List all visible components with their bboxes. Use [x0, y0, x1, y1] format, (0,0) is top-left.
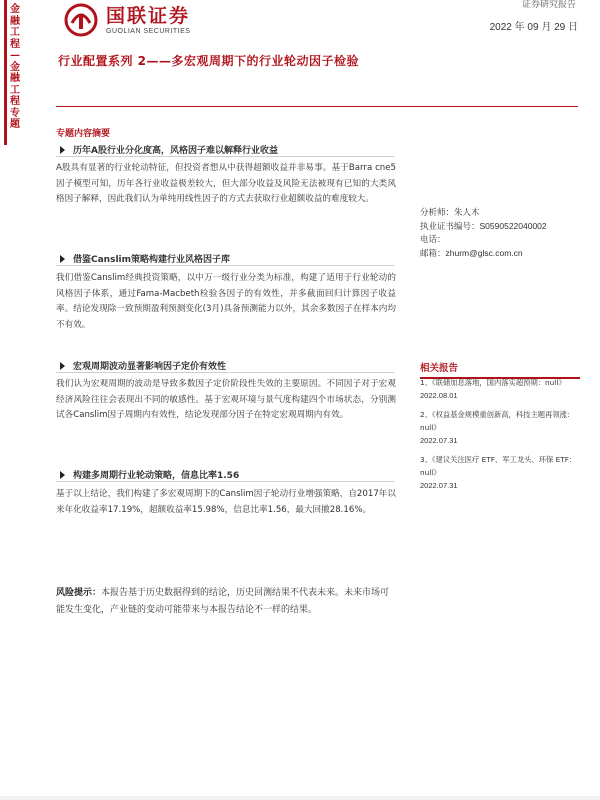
- logo-english-name: GUOLIAN SECURITIES: [106, 27, 191, 35]
- footer-bar: [0, 796, 600, 800]
- risk-warning: [56, 585, 396, 619]
- triangle-bullet-icon: [60, 471, 65, 479]
- related-report-date: 2022.08.01: [420, 391, 458, 400]
- analyst-name-label: 分析师：: [420, 208, 455, 218]
- section-heading-text: 构建多周期行业轮动策略，信息比率1.56: [73, 471, 240, 481]
- section-heading-text: 历年A股行业分化度高，风格因子难以解释行业收益: [73, 146, 278, 156]
- analyst-name: 朱人木: [454, 208, 480, 218]
- document-title: 行业配置系列 2——多宏观周期下的行业轮动因子检验: [58, 54, 360, 68]
- analyst-info: [420, 207, 547, 260]
- analyst-cert: S0590522040002: [479, 220, 547, 231]
- section-body-3: 我们认为宏观周期的波动是导致多数因子定价阶段性失效的主要原因。不同因子对于宏观经济风险往往会表现出不同的敏感性。基于宏观环境与景气度构建四个市场状态，分别测试各Canslim因子周期内有效性，结论发现部分因子在特定宏观周期内有效。: [56, 379, 396, 420]
- company-logo: [62, 2, 222, 38]
- title-divider: [56, 106, 578, 107]
- section-divider: [56, 372, 394, 373]
- triangle-bullet-icon: [60, 146, 65, 154]
- analyst-cert-label: 执业证书编号：: [420, 221, 480, 232]
- related-report-title[interactable]: 2、《权益基金规模重创新高，科技主题再领涨：null》: [420, 410, 575, 432]
- triangle-bullet-icon: [60, 255, 65, 263]
- analyst-email-row: [420, 247, 547, 261]
- related-report-title[interactable]: 3、《建议关注医疗 ETF、军工龙头、环保 ETF：null》: [420, 455, 577, 477]
- related-reports-list: [420, 376, 582, 498]
- analyst-email-label: 邮箱：: [420, 248, 446, 259]
- risk-label: 风险提示：: [56, 588, 102, 598]
- analyst-email[interactable]: zhurm@glsc.com.cn: [445, 247, 523, 258]
- section-heading-3: [60, 359, 226, 372]
- section-divider: [56, 265, 394, 266]
- triangle-bullet-icon: [60, 362, 65, 370]
- related-report-date: 2022.07.31: [420, 436, 458, 445]
- analyst-phone-row: [420, 233, 547, 247]
- section-heading-4: [60, 468, 239, 481]
- related-reports-heading: 相关报告: [420, 360, 580, 379]
- analyst-name-row: [420, 207, 547, 220]
- report-type: 证券研究报告: [521, 0, 576, 10]
- section-body-4: 基于以上结论，我们构建了多宏观周期下的Canslim因子轮动行业增强策略，自2017年以来年化收益率17.19%，超额收益率15.98%，信息比率1.56，最大回撤28.16%。: [56, 489, 396, 515]
- section-body-2: 我们借鉴Canslim经典投资策略，以中万一级行业分类为标准，构建了适用于行业轮动的风格因子体系，通过Fama-Macbeth检验各因子的有效性，并多截面回归计算因子收益率。结论发现除一致预期盈利预测变化(3月)具备预测能力以外，其余多数因子在样本内均不有效。: [56, 273, 396, 330]
- summary-label: 专题内容摘要: [56, 129, 111, 139]
- analyst-phone-label: 电话：: [420, 235, 446, 245]
- report-date: 2022 年 09 月 29 日: [489, 22, 578, 33]
- related-report-title[interactable]: 1、《联储加息落地，国内落实超预期：null》: [420, 378, 566, 387]
- analyst-cert-row: [420, 220, 547, 234]
- section-body-1: A股具有显著的行业轮动特征，但投资者想从中获得超额收益并非易事。基于Barra cne5因子模型可知，历年各行业收益极差较大，但大部分收益及风险无法被现有已知的大类风格因子解释，因此我们认为单纯用线性因子的方式去获取行业超额收益的难度较大。: [56, 163, 396, 204]
- side-category-label: 金融工程—金融工程专题: [10, 4, 20, 130]
- section-heading-1: [60, 143, 278, 156]
- guolian-logo-icon: [62, 3, 100, 37]
- related-report-date: 2022.07.31: [420, 481, 458, 490]
- section-heading-text: 借鉴Canslim策略构建行业风格因子库: [73, 255, 230, 265]
- section-divider: [56, 481, 394, 482]
- section-heading-text: 宏观周期波动显著影响因子定价有效性: [73, 362, 227, 372]
- side-accent-bar: [4, 0, 7, 145]
- risk-text: 本报告基于历史数据得到的结论，历史回测结果不代表未来。未来市场可能发生变化，产业链的变动可能带来与本报告结论不一样的结果。: [56, 588, 390, 615]
- logo-chinese-name: 国联证券: [106, 4, 191, 27]
- section-divider: [56, 156, 394, 157]
- section-heading-2: [60, 252, 230, 265]
